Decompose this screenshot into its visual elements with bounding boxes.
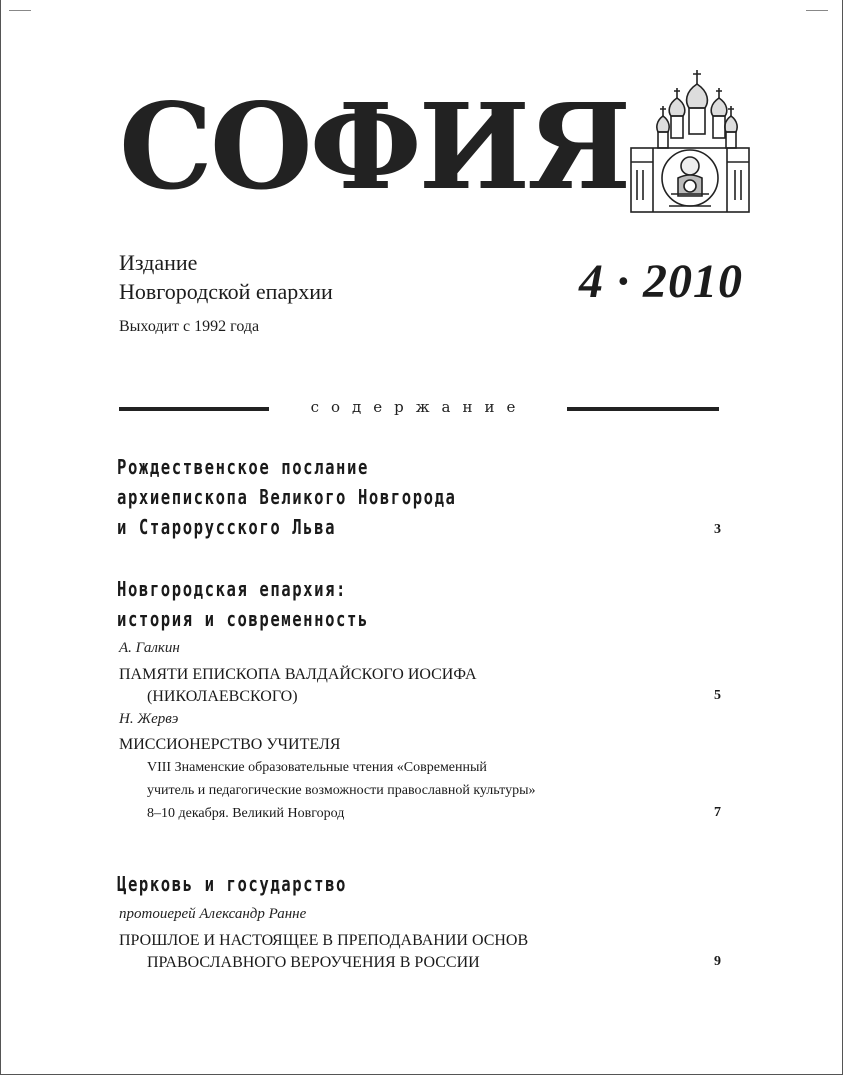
article-title-line: ПРАВОСЛАВНОГО ВЕРОУЧЕНИЯ В РОССИИ xyxy=(147,954,480,971)
article-title-line: ПАМЯТИ ЕПИСКОПА ВАЛДАЙСКОГО ИОСИФА xyxy=(119,666,477,683)
page-number: 7 xyxy=(714,805,721,820)
article-title-line: (НИКОЛАЕВСКОГО) xyxy=(147,688,298,705)
article-subtitle-line: VIII Знаменские образовательные чтения «Современный xyxy=(147,760,487,775)
page-number: 3 xyxy=(714,522,721,537)
article-author: протоиерей Александр Ранне xyxy=(119,906,307,922)
section-title-line: история и современность xyxy=(117,607,369,631)
article-title-line: ПРОШЛОЕ И НАСТОЯЩЕЕ В ПРЕПОДАВАНИИ ОСНОВ xyxy=(119,932,529,949)
crop-mark-right xyxy=(806,10,828,11)
issue-number: 4 · 2010 xyxy=(579,255,743,308)
article-title-line: МИССИОНЕРСТВО УЧИТЕЛЯ xyxy=(119,736,341,753)
article-subtitle-line: учитель и педагогические возможности православной культуры» xyxy=(147,783,536,798)
page-number: 9 xyxy=(714,954,721,969)
magazine-title: СОФИЯ xyxy=(119,77,629,216)
since-year: Выходит с 1992 года xyxy=(119,318,260,335)
contents-heading: содержание xyxy=(310,398,528,416)
section-title-line: архиепископа Великого Новгорода xyxy=(117,485,457,509)
rule-left xyxy=(119,407,269,411)
publisher-line-2: Новгородской епархии xyxy=(119,279,333,304)
section-title-line: Рождественское послание xyxy=(117,455,369,479)
publisher-block xyxy=(119,248,333,338)
publisher-line-1: Издание xyxy=(119,250,198,275)
article-subtitle-line: 8–10 декабря. Великий Новгород xyxy=(147,806,345,821)
section-title-line: Новгородская епархия: xyxy=(117,577,348,601)
article-author: Н. Жервэ xyxy=(119,711,179,727)
crop-mark-left xyxy=(9,10,31,11)
page-number: 5 xyxy=(714,688,721,703)
rule-right xyxy=(567,407,719,411)
article-author: А. Галкин xyxy=(119,640,180,656)
cathedral-icon xyxy=(623,66,757,216)
section-title-line: Церковь и государство xyxy=(117,872,348,896)
section-title-line: и Старорусского Льва xyxy=(117,515,337,539)
contents-heading-bar xyxy=(119,398,719,420)
